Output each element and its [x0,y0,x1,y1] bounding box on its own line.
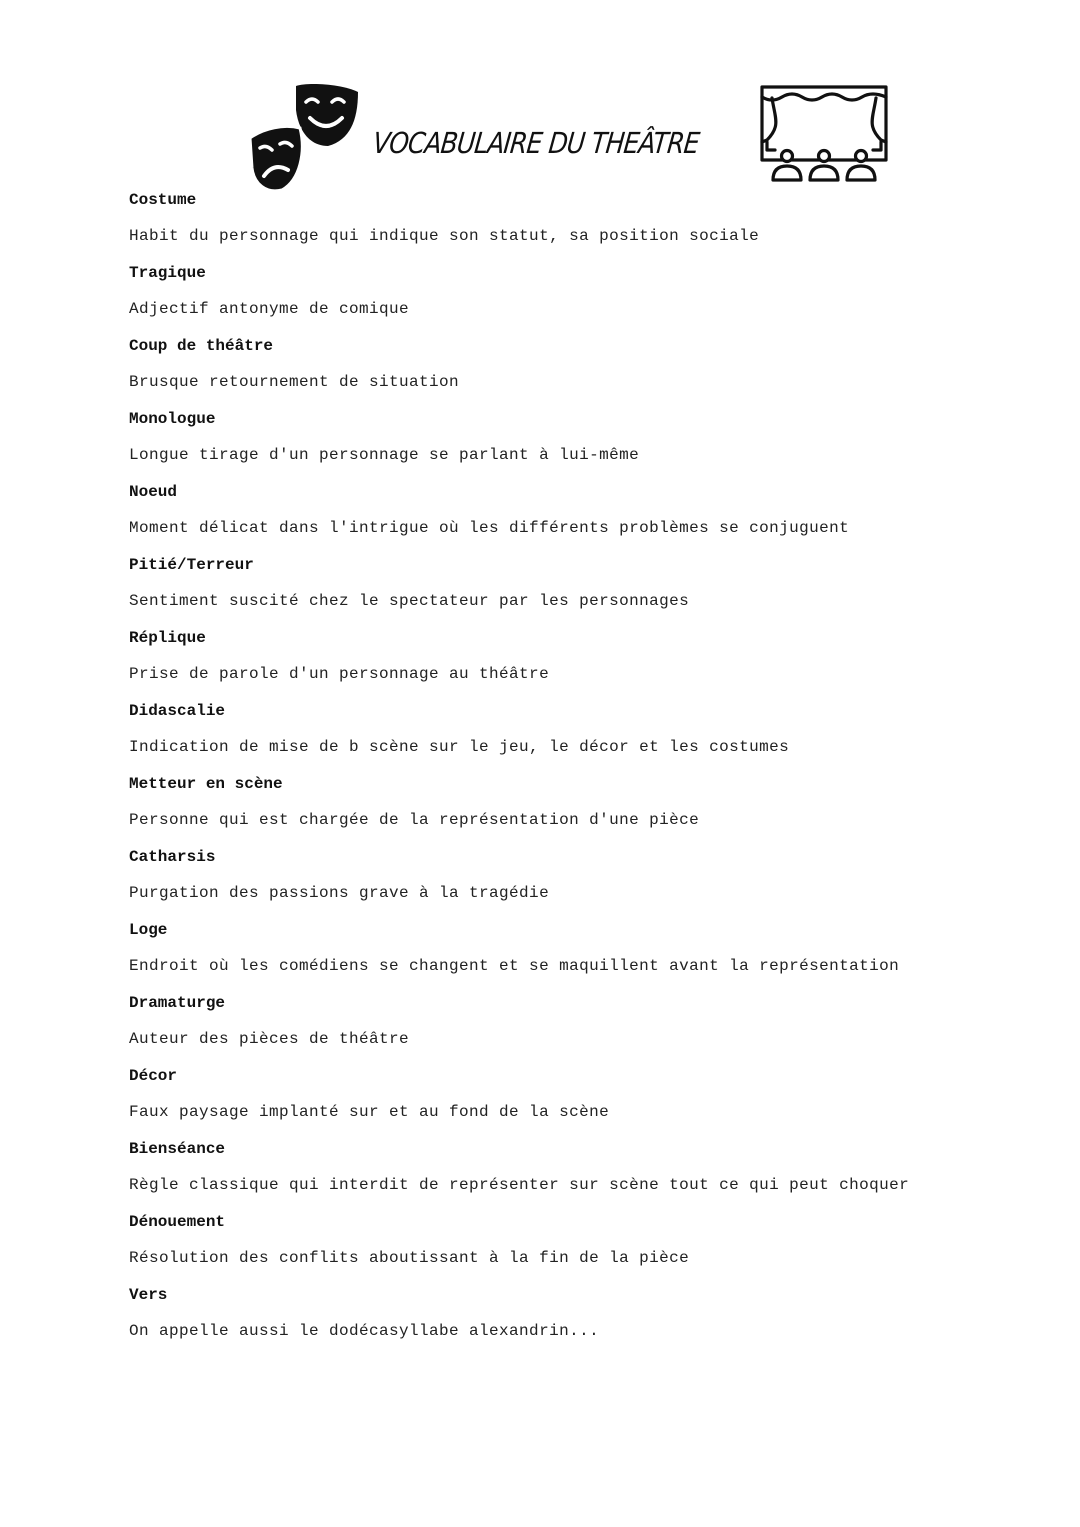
glossary-entry [129,773,929,832]
glossary-entry [129,408,929,467]
glossary-term: Catharsis [129,848,216,866]
glossary-entry [129,992,929,1051]
glossary-definition: Prise de parole d'un personnage au théâtre [129,665,550,683]
glossary-term: Coup de théâtre [129,337,274,355]
glossary-definition: Personne qui est chargée de la représentation d'une pièce [129,811,700,829]
glossary-term: Tragique [129,264,206,282]
glossary-term: Dramaturge [129,994,226,1012]
glossary-term: Réplique [129,629,206,647]
comedy-tragedy-masks-icon [246,80,362,196]
glossary-term: Monologue [129,410,216,428]
glossary-term: Noeud [129,483,178,501]
glossary-term: Metteur en scène [129,775,283,793]
glossary-definition: Faux paysage implanté sur et au fond de la scène [129,1103,610,1121]
glossary-definition: Résolution des conflits aboutissant à la fin de la pièce [129,1249,690,1267]
glossary-definition: Auteur des pièces de théâtre [129,1030,410,1048]
glossary-term: Pitié/Terreur [129,556,254,574]
glossary-entry [129,846,929,905]
glossary-definition: Moment délicat dans l'intrigue où les différents problèmes se conjuguent [129,519,850,537]
glossary-term: Didascalie [129,702,226,720]
glossary-definition: Purgation des passions grave à la tragédie [129,884,550,902]
glossary-definition: Indication de mise de b scène sur le jeu, le décor et les costumes [129,738,790,756]
glossary-definition: Règle classique qui interdit de représenter sur scène tout ce qui peut choquer [129,1176,910,1194]
glossary-definition: Habit du personnage qui indique son statut, sa position sociale [129,227,760,245]
glossary-entry [129,1065,929,1124]
glossary-term: Loge [129,921,168,939]
glossary-definition: Longue tirage d'un personnage se parlant à lui-même [129,446,640,464]
glossary-entry [129,627,929,686]
glossary-term: Dénouement [129,1213,226,1231]
glossary-entry [129,1284,929,1343]
glossary-entry [129,919,929,978]
glossary-entry [129,1138,929,1197]
glossary-entry [129,554,929,613]
theater-stage-audience-icon [759,84,889,186]
glossary-list [129,186,929,1357]
glossary-definition: On appelle aussi le dodécasyllabe alexandrin... [129,1322,600,1340]
glossary-entry [129,189,929,248]
glossary-definition: Brusque retournement de situation [129,373,460,391]
glossary-entry [129,1211,929,1270]
page-title: VOCABULAIRE DU THEÂTRE [371,126,701,160]
glossary-term: Vers [129,1286,168,1304]
glossary-entry [129,700,929,759]
page-header [0,0,1080,195]
glossary-entry [129,481,929,540]
glossary-term: Costume [129,191,197,209]
glossary-definition: Sentiment suscité chez le spectateur par les personnages [129,592,690,610]
glossary-definition: Adjectif antonyme de comique [129,300,410,318]
glossary-term: Décor [129,1067,178,1085]
glossary-entry [129,335,929,394]
glossary-definition: Endroit où les comédiens se changent et se maquillent avant la représentation [129,957,900,975]
glossary-term: Bienséance [129,1140,226,1158]
glossary-entry [129,262,929,321]
